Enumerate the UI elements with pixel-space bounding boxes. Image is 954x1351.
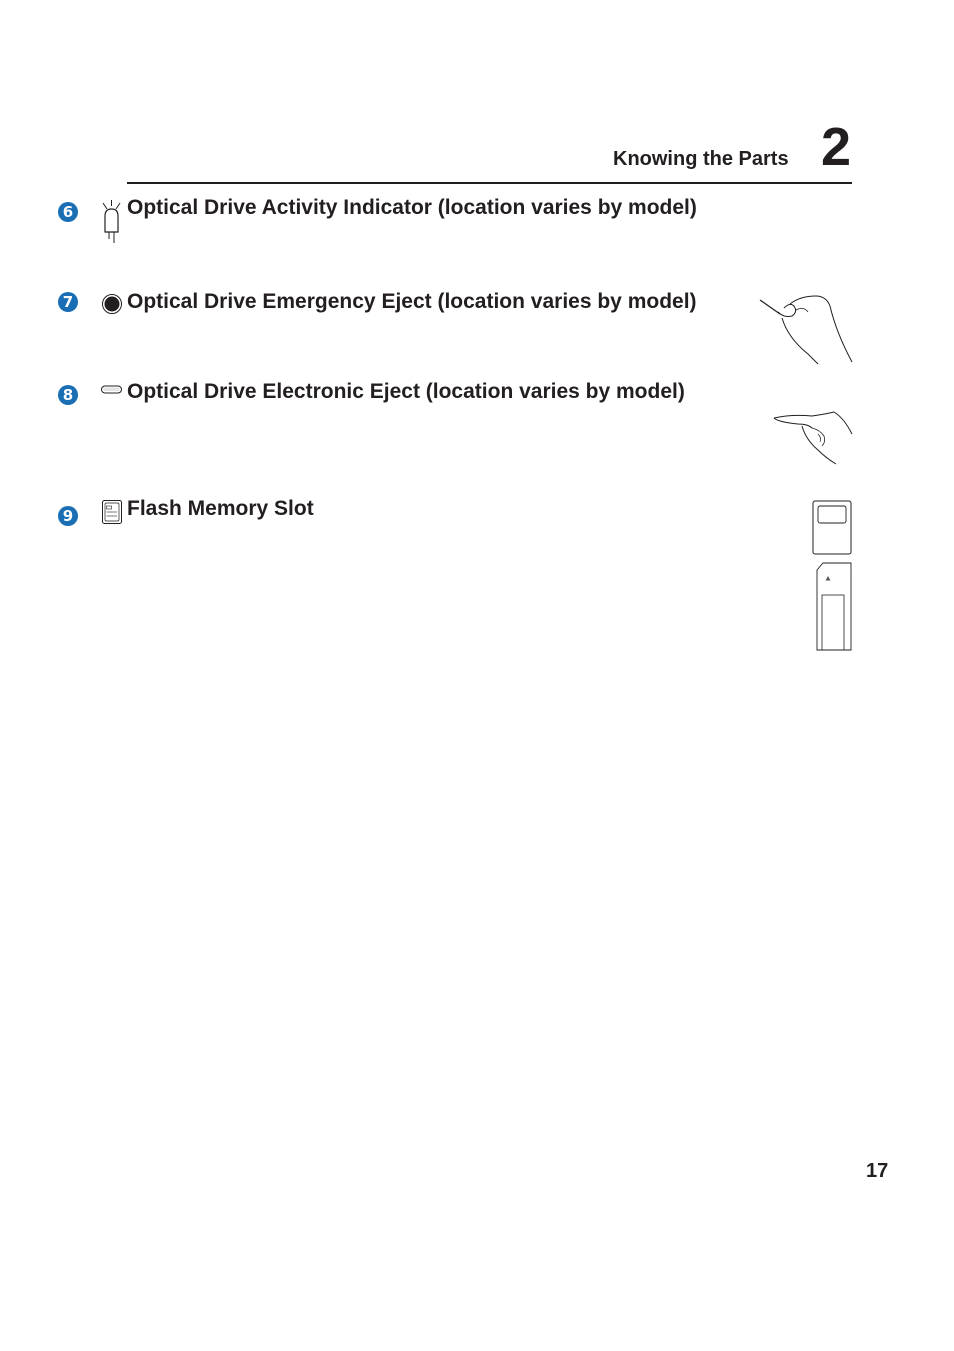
memory-card-icon — [101, 499, 123, 525]
item-title: Optical Drive Emergency Eject (location varies by model) — [127, 290, 697, 313]
item-number-badge: 9 — [58, 506, 78, 526]
eject-button-icon — [100, 384, 124, 396]
item-number-badge: 8 — [58, 385, 78, 405]
item-number-badge: 6 — [58, 202, 78, 222]
hand-finger-illustration-icon — [772, 408, 854, 468]
item-title: Optical Drive Electronic Eject (location varies by model) — [127, 380, 685, 403]
item-number-badge: 7 — [58, 292, 78, 312]
led-indicator-icon — [100, 199, 124, 245]
hand-pin-illustration-icon — [758, 292, 854, 366]
section-title: Knowing the Parts — [613, 148, 789, 170]
item-title: Flash Memory Slot — [127, 497, 314, 520]
memory-cards-illustration-icon — [810, 498, 856, 654]
item-title: Optical Drive Activity Indicator (location varies by model) — [127, 196, 697, 219]
chapter-number: 2 — [821, 117, 852, 177]
filled-circle-icon — [101, 293, 123, 315]
page-number: 17 — [866, 1160, 889, 1182]
header-rule — [127, 182, 852, 184]
